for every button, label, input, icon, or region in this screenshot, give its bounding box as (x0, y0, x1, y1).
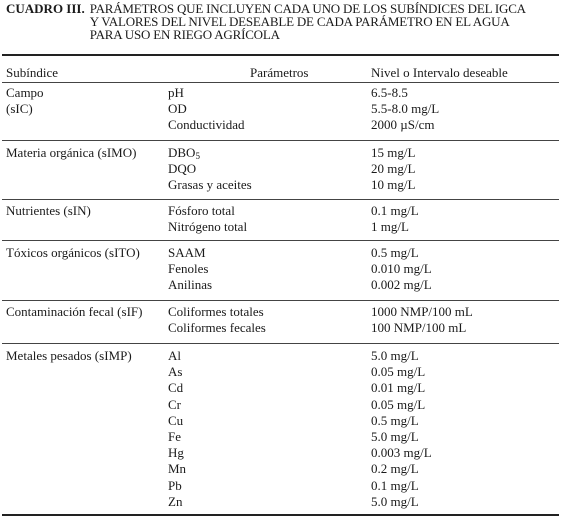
value-cell: 0.1 mg/L (371, 477, 419, 493)
parameter-cell: Cd (168, 380, 184, 396)
value-cell: 0.01 mg/L (371, 380, 426, 396)
table-row (0, 494, 561, 510)
table-row (0, 245, 561, 261)
table-row (0, 304, 561, 320)
table-row (0, 85, 561, 101)
parameter-cell: Mn (168, 461, 187, 477)
table-row (0, 478, 561, 494)
parameter-cell: Zn (168, 493, 183, 509)
value-cell: 5.0 mg/L (371, 493, 419, 509)
table-row (0, 277, 561, 293)
parameter-cell: Nitrógeno total (168, 219, 248, 235)
table-caption (6, 2, 556, 41)
subindice-cell: Metales pesados (sIMP) (6, 348, 132, 363)
table-row (0, 117, 561, 133)
table-row (0, 348, 561, 364)
subindice-cell: Materia orgánica (sIMO) (6, 145, 137, 160)
parameter-cell: Conductividad (168, 117, 245, 133)
caption-label: CUADRO III. (6, 1, 85, 16)
group-divider (2, 140, 559, 141)
caption-line: PARÁMETROS QUE INCLUYEN CADA UNO DE LOS SUBÍNDICES DEL IGCA (89, 1, 526, 16)
caption-line: PARA USO EN RIEGO AGRÍCOLA (89, 27, 280, 42)
value-cell: 0.010 mg/L (371, 261, 432, 277)
column-header-nivel: Nivel o Intervalo deseable (371, 65, 508, 80)
value-cell: 0.003 mg/L (371, 445, 432, 461)
subindice-cell: (sIC) (6, 101, 33, 117)
header-rule (2, 82, 559, 83)
parameter-cell: Anilinas (168, 277, 213, 293)
parameter-cell: Cr (168, 396, 181, 412)
value-cell: 5.5-8.0 mg/L (371, 101, 440, 117)
subindice-cell: Tóxicos orgánicos (sITO) (6, 245, 140, 260)
value-cell: 5.0 mg/L (371, 429, 419, 444)
caption-text (90, 2, 526, 41)
value-cell: 1000 NMP/100 mL (371, 304, 473, 319)
table-row (0, 429, 561, 445)
parameter-cell: Coliformes totales (168, 304, 264, 319)
parameter-cell: Grasas y aceites (168, 177, 252, 193)
parameter-cell: Hg (168, 445, 184, 461)
bottom-rule (2, 514, 559, 516)
parameter-cell: SAAM (168, 245, 206, 260)
value-cell: 0.002 mg/L (371, 277, 432, 293)
group-divider (2, 199, 559, 200)
value-cell: 2000 µS/cm (371, 117, 435, 133)
group-divider (2, 300, 559, 301)
value-cell: 1 mg/L (371, 219, 409, 235)
table-row (0, 161, 561, 177)
parameter-cell: pH (168, 85, 184, 100)
value-cell: 10 mg/L (371, 177, 416, 193)
parameter-cell: DQO (168, 161, 197, 177)
table-row (0, 364, 561, 380)
value-cell: 0.05 mg/L (371, 364, 426, 380)
value-cell: 20 mg/L (371, 161, 416, 177)
table-row (0, 320, 561, 336)
table-row (0, 177, 561, 193)
parameter-cell: $DBO_5$ (168, 145, 200, 161)
group-divider (2, 240, 559, 241)
caption-line: Y VALORES DEL NIVEL DESEABLE DE CADA PARÁMETRO EN EL AGUA (89, 14, 510, 29)
value-cell: 0.2 mg/L (371, 461, 419, 477)
value-cell: 0.05 mg/L (371, 396, 426, 412)
value-cell: 100 NMP/100 mL (371, 320, 467, 336)
top-rule (2, 54, 559, 56)
parameter-cell: Fósforo total (168, 203, 235, 218)
value-cell: 0.5 mg/L (371, 412, 419, 428)
parameter-cell: Pb (168, 477, 182, 493)
table-row (0, 261, 561, 277)
parameter-cell: Cu (168, 412, 184, 428)
column-header-parametros: Parámetros (250, 65, 309, 80)
table-row (0, 445, 561, 461)
table-row (0, 145, 561, 161)
value-cell: 15 mg/L (371, 145, 416, 160)
parameter-cell: Fenoles (168, 261, 209, 277)
subindice-cell: Nutrientes (sIN) (6, 203, 91, 218)
value-cell: 6.5-8.5 (371, 85, 408, 100)
parameter-cell: Al (168, 348, 181, 363)
parameter-subscript: 5 (195, 151, 200, 161)
value-cell: 0.5 mg/L (371, 245, 419, 260)
table-row (0, 219, 561, 235)
value-cell: 5.0 mg/L (371, 348, 419, 363)
subindice-cell: Campo (6, 85, 44, 100)
parameter-cell: OD (168, 101, 187, 117)
parameter-cell: Coliformes fecales (168, 320, 266, 336)
group-divider (2, 343, 559, 344)
table-row (0, 380, 561, 396)
table-row (0, 397, 561, 413)
table-row (0, 203, 561, 219)
table-row (0, 461, 561, 477)
parameter-cell: Fe (168, 429, 181, 444)
subindice-cell: Contaminación fecal (sIF) (6, 304, 143, 319)
value-cell: 0.1 mg/L (371, 203, 419, 218)
parameter-cell: As (168, 364, 183, 380)
table-row (0, 101, 561, 117)
column-header-subindice: Subíndice (6, 65, 58, 80)
table-row (0, 413, 561, 429)
